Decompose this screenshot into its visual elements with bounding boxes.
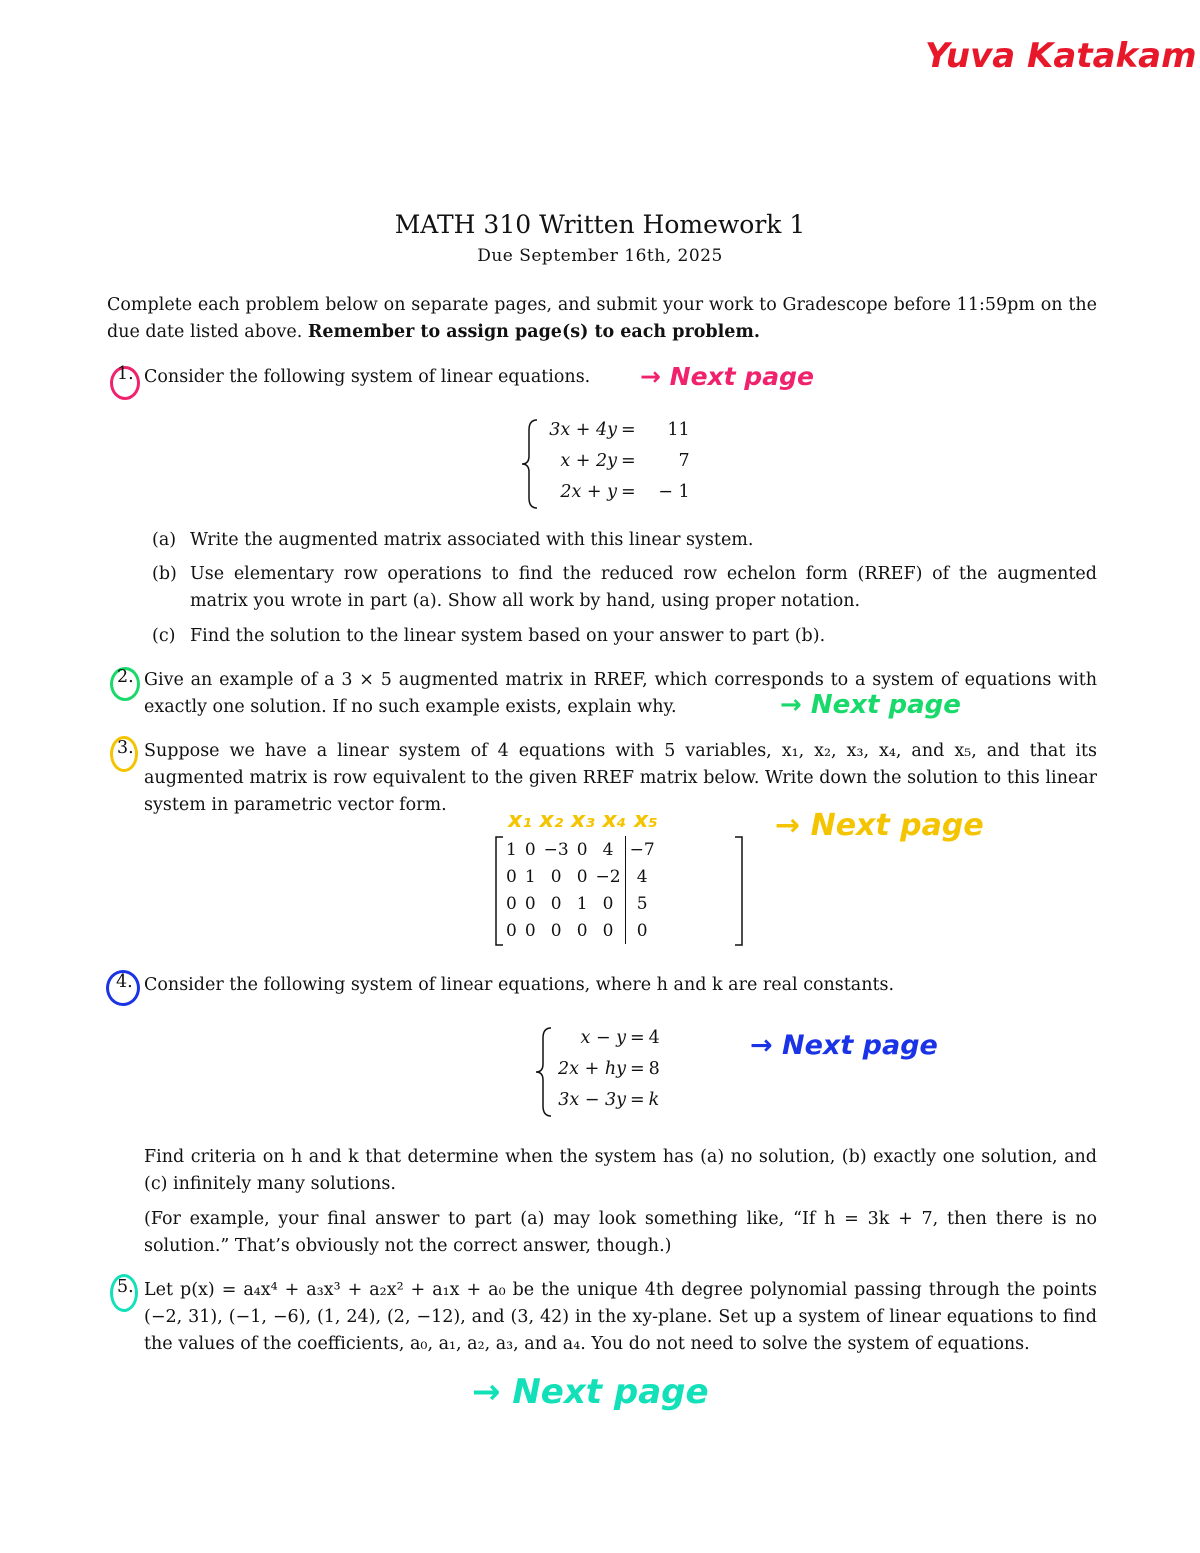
matrix-cell: 0 (576, 866, 588, 887)
part-text: Find the solution to the linear system based on your answer to part (b). (190, 626, 826, 646)
equation-rhs: 4 (648, 1027, 660, 1048)
left-brace-icon (534, 1026, 554, 1118)
matrix-cell: −2 (595, 866, 621, 887)
instructions-emphasis: Remember to assign page(s) to each problem. (307, 322, 760, 342)
matrix-row (502, 890, 659, 917)
part-text: Use elementary row operations to find the reduced row echelon form (RREF) of the augmented matrix you wrote in part (a). Show all work by hand, using proper notation. (190, 564, 1097, 611)
matrix-cell: 4 (602, 839, 614, 860)
problem-4-text: Consider the following system of linear equations, where h and k are real constants. (144, 975, 895, 995)
matrix-cell: 0 (602, 893, 614, 914)
problem-4-next-page-note: → Next page (750, 1030, 938, 1061)
problem-1-equations (540, 414, 692, 507)
equation-rhs: 8 (648, 1058, 660, 1079)
problem-3-text: Suppose we have a linear system of 4 equations with 5 variables, x₁, x₂, x₃, x₄, and x₅, and that its augmented matrix is row equivalent to the given RREF matrix below. Write down the solution to this linear system in parametric vector form. (144, 741, 1097, 815)
equation-row (540, 445, 692, 476)
matrix-cell: −7 (625, 836, 659, 863)
instructions-text: Complete each problem below on separate pages, and submit your work to Gradescope before 11:59pm on the due date listed above. (107, 295, 1097, 342)
problem-1-number: 1. (117, 364, 134, 384)
matrix-cell: 0 (550, 866, 562, 887)
matrix-cell: 4 (625, 863, 659, 890)
equation-lhs: 2x + hy (558, 1058, 626, 1079)
problem-5-number: 5. (117, 1277, 134, 1297)
problem-4-example: (For example, your final answer to part (a) may look something like, “If h = 3k + 7, then there is no solution.” That’s obviously not the correct answer, though.) (144, 1209, 1097, 1256)
equation-rhs: 11 (667, 419, 690, 440)
matrix-row (502, 863, 659, 890)
problem-3-next-page-note: → Next page (775, 808, 984, 843)
problem-1-part-a (152, 527, 1097, 554)
problem-2-text: Give an example of a 3 × 5 augmented matrix in RREF, which corresponds to a system of equations with exactly one solution. If no such example exists, explain why. (144, 670, 1097, 717)
matrix-cell: 0 (506, 866, 517, 887)
part-label: (a) (152, 530, 177, 550)
matrix-cell: 0 (524, 893, 536, 914)
matrix-cell: 0 (524, 920, 536, 941)
equation-row (554, 1053, 681, 1084)
matrix-cell: 5 (625, 890, 659, 917)
equation-equals: = (630, 1058, 645, 1079)
equation-equals: = (621, 481, 636, 502)
matrix-row (502, 917, 659, 944)
equation-rhs: 7 (678, 450, 690, 471)
page-title: MATH 310 Written Homework 1 (394, 210, 806, 239)
problem-2-number: 2. (117, 667, 134, 687)
equation-equals: = (630, 1089, 645, 1110)
equation-equals: = (621, 450, 636, 471)
part-label: (b) (152, 564, 177, 584)
problem-4-number: 4. (116, 972, 133, 992)
problem-1-part-c (152, 623, 1097, 650)
problem-1-text: Consider the following system of linear equations. (144, 367, 591, 387)
handwritten-signature: Yuva Katakam (925, 36, 1197, 76)
matrix-cell: 1 (576, 893, 588, 914)
matrix-cell: 0 (625, 917, 659, 944)
matrix-cell: 0 (602, 920, 614, 941)
due-date: Due September 16th, 2025 (477, 246, 723, 266)
equation-row (554, 1084, 681, 1115)
left-brace-icon (520, 418, 540, 510)
equation-lhs: x + 2y (560, 450, 617, 471)
equation-rhs: − 1 (658, 481, 690, 502)
matrix-cell: 1 (524, 866, 536, 887)
equation-row (554, 1022, 681, 1053)
matrix-cell: 0 (550, 893, 562, 914)
part-text: Write the augmented matrix associated with this linear system. (190, 530, 754, 550)
instructions (107, 292, 1097, 346)
problem-1-system (520, 414, 692, 507)
matrix-cell: 1 (506, 839, 517, 860)
problem-5-next-page-note: → Next page (472, 1372, 709, 1412)
problem-4-equations (554, 1022, 681, 1115)
matrix-row (502, 836, 659, 863)
part-label: (c) (152, 626, 176, 646)
problem-4-system (534, 1022, 681, 1115)
equation-row (540, 476, 692, 507)
equation-lhs: 3x − 3y (558, 1089, 626, 1110)
problem-5-text: Let p(x) = a₄x⁴ + a₃x³ + a₂x² + a₁x + a₀ be the unique 4th degree polynomial passing through the points (−2, 31), (−1, −6), (1, 24), (2, −12), and (3, 42) in the xy-plane. Set up a system of linear equations to find the values of the coefficients, a₀, a₁, a₂, a₃, and a₄. You do not need to solve the system of equations. (144, 1280, 1097, 1354)
equation-lhs: 2x + y (560, 481, 617, 502)
matrix-cell: 0 (550, 920, 562, 941)
problem-1-next-page-note: → Next page (640, 362, 814, 391)
problem-1-part-b (152, 561, 1097, 615)
matrix-cell: 0 (576, 839, 588, 860)
matrix-cell: 0 (506, 920, 517, 941)
equation-equals: = (630, 1027, 645, 1048)
equation-equals: = (621, 419, 636, 440)
equation-lhs: 3x + 4y (549, 419, 617, 440)
equation-lhs: x − y (580, 1027, 626, 1048)
variable-labels-note: x₁ x₂ x₃ x₄ x₅ (508, 808, 658, 833)
problem-2-next-page-note: → Next page (780, 690, 961, 720)
equation-row (540, 414, 692, 445)
matrix-cell: −3 (543, 839, 569, 860)
problem-4-criteria: Find criteria on h and k that determine when the system has (a) no solution, (b) exactly one solution, and (c) infinitely many solutions. (144, 1147, 1097, 1194)
rref-matrix-table (502, 836, 659, 944)
right-bracket-icon (734, 836, 744, 946)
equation-rhs: k (648, 1089, 660, 1110)
matrix-cell: 0 (506, 893, 517, 914)
matrix-cell: 0 (576, 920, 588, 941)
matrix-cell: 0 (524, 839, 536, 860)
problem-3-number: 3. (117, 738, 134, 758)
